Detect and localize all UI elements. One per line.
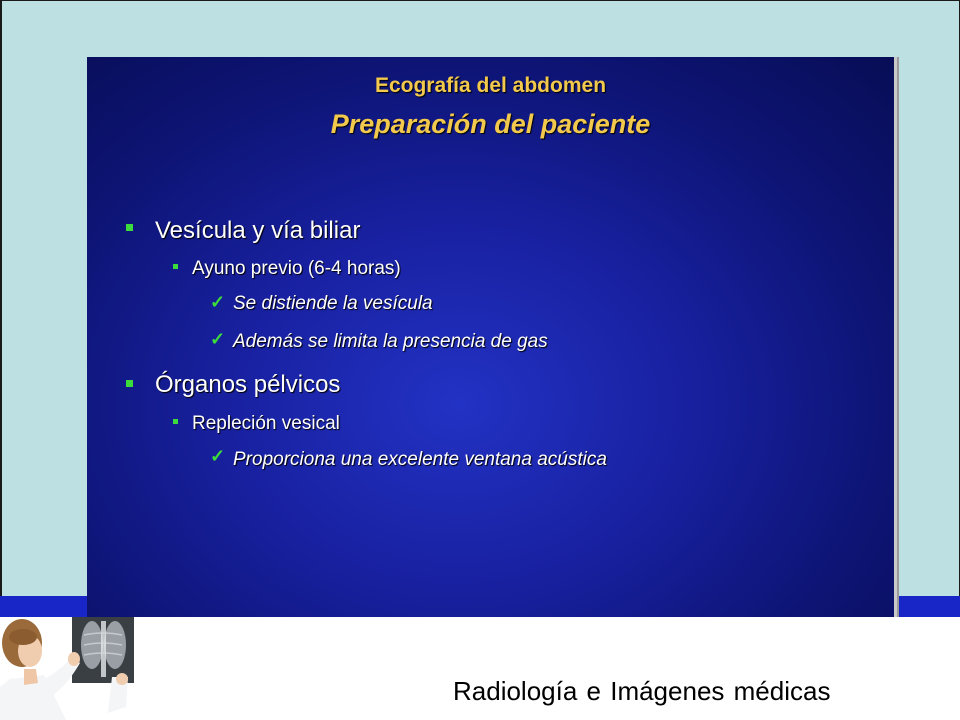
bullet-level1: Órganos pélvicos: [155, 371, 341, 398]
checkmark-icon: ✓: [210, 446, 226, 466]
square-bullet-icon: [173, 419, 178, 424]
square-bullet-icon: [173, 264, 178, 269]
square-bullet-icon: [126, 380, 133, 387]
bullet-level2: Ayuno previo (6-4 horas): [192, 258, 401, 279]
doctor-xray-image: [0, 617, 156, 720]
slide-title: Ecografía del abdomen: [374, 74, 607, 97]
slide-image: [87, 57, 894, 617]
checkmark-icon: ✓: [210, 292, 226, 312]
slide-subtitle: Preparación del paciente: [330, 109, 651, 139]
bullet-level3: Se distiende la vesícula: [233, 293, 433, 314]
bullet-level1: Vesícula y vía biliar: [155, 217, 361, 244]
square-bullet-icon: [126, 224, 133, 231]
checkmark-icon: ✓: [210, 329, 226, 349]
bullet-level3: Proporciona una excelente ventana acústica: [233, 449, 607, 470]
bullet-level3: Además se limita la presencia de gas: [233, 331, 548, 352]
bullet-level2: Repleción vesical: [192, 413, 340, 434]
footer-caption: Radiología e Imágenes médicas: [453, 676, 831, 706]
